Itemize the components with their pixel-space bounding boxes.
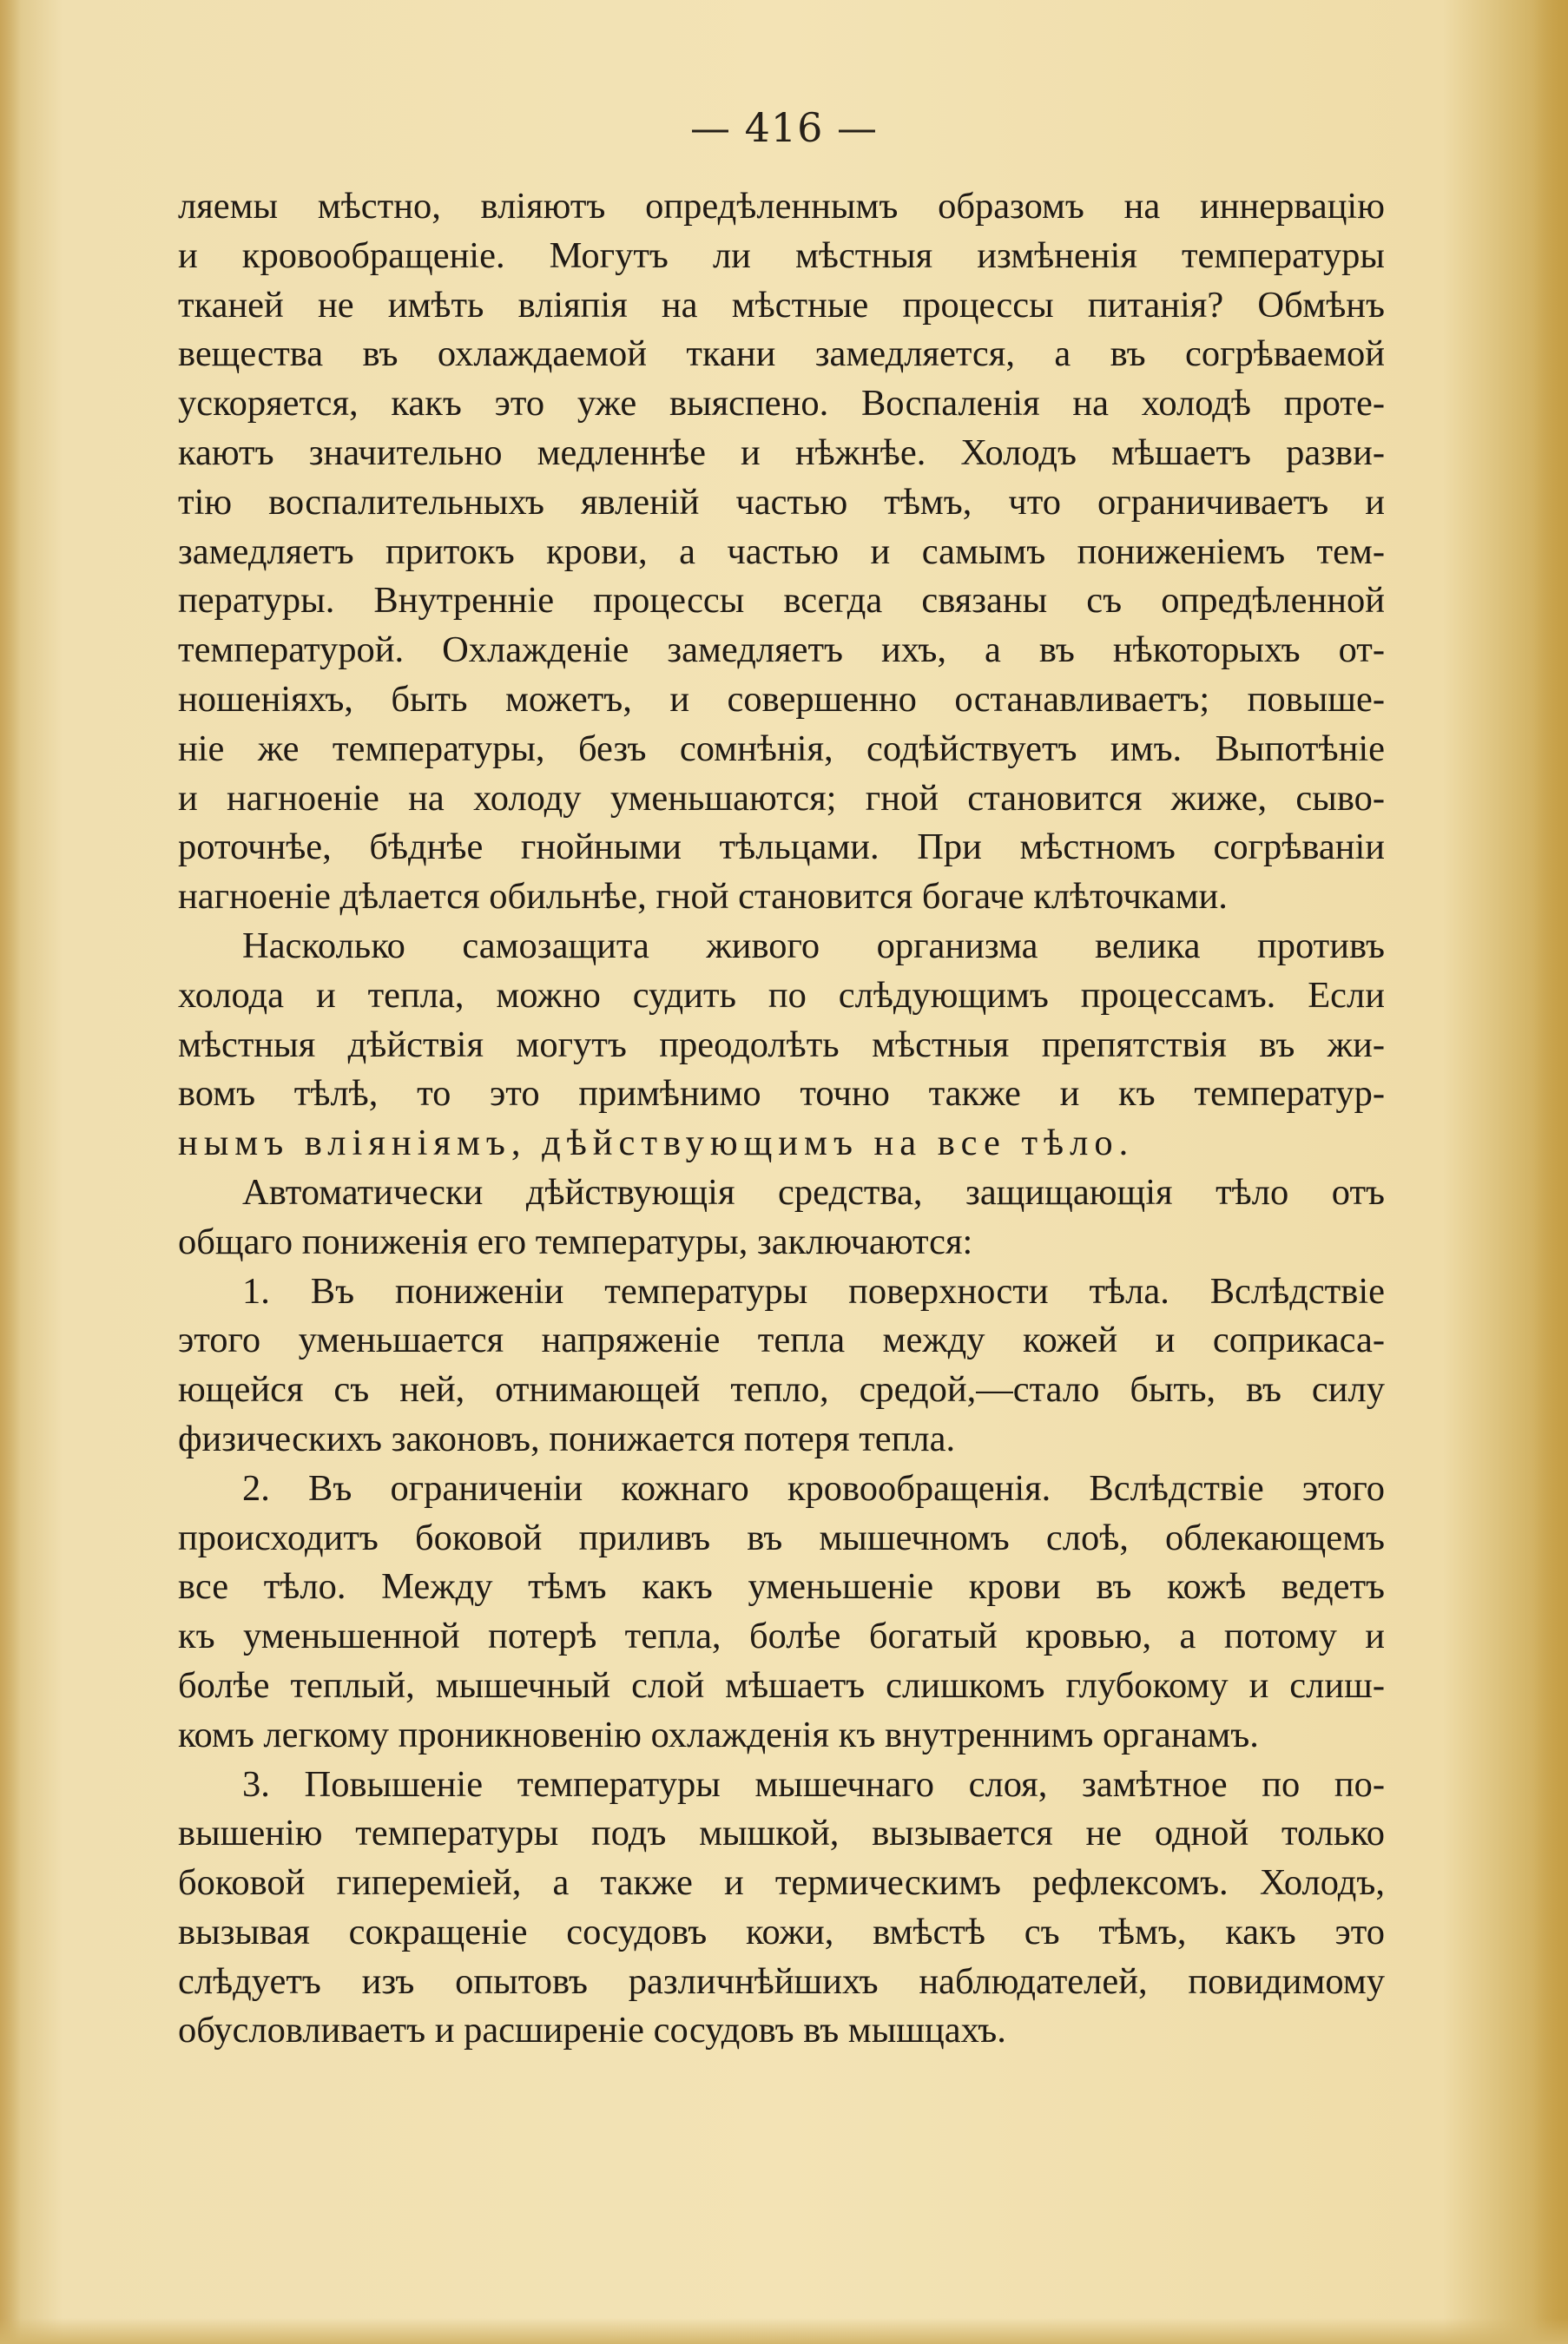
text-line: и нагноеніе на холоду уменьшаются; гной становится жиже, сыво- [178, 777, 1385, 819]
text-line: общаго пониженія его температуры, заключаются: [178, 1221, 973, 1262]
text-line: и кровообращеніе. Могутъ ли мѣстныя измѣненія температуры [178, 234, 1385, 276]
text-line: этого уменьшается напряженіе тепла между кожей и соприкаса- [178, 1320, 1385, 1361]
text-line: обусловливаетъ и расширеніе сосудовъ въ мышцахъ. [178, 2010, 1006, 2051]
text-line: ющейся съ ней, отнимающей тепло, средой,—стало быть, въ силу [178, 1369, 1385, 1411]
text-line: роточнѣе, бѣднѣе гнойными тѣльцами. При мѣстномъ согрѣваніи [178, 826, 1385, 868]
text-line: ніе же температуры, безъ сомнѣнія, содѣйствуетъ имъ. Выпотѣніе [178, 728, 1385, 769]
text-line: къ уменьшенной потерѣ тепла, болѣе богатый кровью, а потому и [178, 1616, 1385, 1657]
text-line: тканей не имѣть вліяпія на мѣстные процессы питанія? Обмѣнъ [178, 284, 1385, 326]
text-line: Насколько самозащита живого организма велика противъ [242, 925, 1385, 966]
text-line: вомъ тѣлѣ, то это примѣнимо точно также и къ температур- [178, 1073, 1385, 1115]
text-line: вещества въ охлаждаемой ткани замедляется, а въ согрѣваемой [178, 333, 1385, 375]
text-line: пературы. Внутренніе процессы всегда связаны съ опредѣленной [178, 580, 1385, 622]
text-line: замедляетъ притокъ крови, а частью и самымъ пониженіемъ тем- [178, 530, 1385, 572]
text-line: 3. Повышеніе температуры мышечнаго слоя, замѣтное по по- [242, 1763, 1385, 1805]
text-line: слѣдуетъ изъ опытовъ различнѣйшихъ наблюдателей, повидимому [178, 1960, 1385, 2002]
page-left-edge-shadow [0, 0, 21, 2344]
text-line: температурой. Охлажденіе замедляетъ ихъ, а въ нѣкоторыхъ от- [178, 629, 1385, 671]
text-line: нагноеніе дѣлается обильнѣе, гной становится богаче клѣточками. [178, 876, 1228, 918]
text-line: комъ легкому проникновенію охлажденія къ внутреннимъ органамъ. [178, 1714, 1259, 1755]
text-line: происходитъ боковой приливъ въ мышечномъ слоѣ, облекающемъ [178, 1517, 1385, 1558]
page-bottom-edge-shadow [0, 2318, 1568, 2344]
page-number: — 416 — [689, 104, 879, 151]
page-right-edge-shadow [1533, 0, 1568, 2344]
text-line: мѣстныя дѣйствія могутъ преодолѣть мѣстныя препятствія въ жи- [178, 1024, 1385, 1065]
text-line: вызывая сокращеніе сосудовъ кожи, вмѣстѣ съ тѣмъ, какъ это [178, 1911, 1385, 1952]
text-line: ношеніяхъ, быть можетъ, и совершенно останавливаетъ; повыше- [178, 678, 1385, 720]
text-line: 2. Въ ограниченіи кожнаго кровообращенія. Вслѣдствіе этого [242, 1467, 1385, 1509]
text-line: боковой гиперемiей, а также и термическимъ рефлексомъ. Холодъ, [178, 1862, 1385, 1904]
text-line: холода и тепла, можно судить по слѣдующимъ процессамъ. Если [178, 974, 1385, 1016]
text-line: вышенію температуры подъ мышкой, вызывается не одной только [178, 1813, 1385, 1854]
text-line: ускоряется, какъ это уже выяспено. Воспаленія на холодѣ проте- [178, 383, 1385, 425]
text-line: Автоматически дѣйствующія средства, защищающія тѣло отъ [242, 1171, 1385, 1213]
body-text [178, 182, 1385, 2056]
text-line: каютъ значительно медленнѣе и нѣжнѣе. Холодъ мѣшаетъ разви- [178, 431, 1385, 473]
text-line: нымъ вліяніямъ, дѣйствующимъ на все тѣло. [178, 1123, 1135, 1164]
text-line: тію воспалительныхъ явленій частью тѣмъ, что ограничиваетъ и [178, 481, 1385, 523]
text-line: все тѣло. Между тѣмъ какъ уменьшеніе крови въ кожѣ ведетъ [178, 1566, 1385, 1608]
text-line: 1. Въ пониженіи температуры поверхности тѣла. Вслѣдствіе [242, 1270, 1385, 1312]
text-line: ляемы мѣстно, вліяютъ опредѣленнымъ образомъ на иннервацію [178, 186, 1385, 227]
text-line: физическихъ законовъ, понижается потеря тепла. [178, 1418, 956, 1459]
text-line: болѣе теплый, мышечный слой мѣшаетъ слишкомъ глубокому и слиш- [178, 1664, 1385, 1706]
